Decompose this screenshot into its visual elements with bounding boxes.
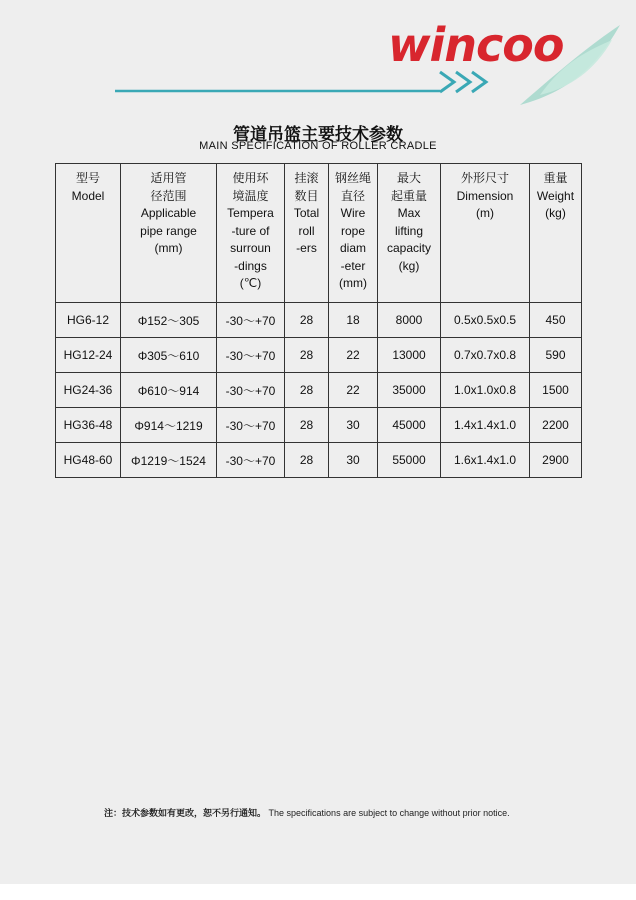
column-header-cn: 直径 — [340, 188, 365, 203]
spec-table — [55, 163, 582, 478]
column-header-en: -ture of — [231, 223, 270, 238]
brand-logo: wincoo — [388, 18, 564, 72]
column-header-en: capacity — [386, 241, 432, 255]
table-cell: 28 — [285, 373, 329, 408]
column-header — [56, 164, 121, 303]
column-header-cn: 起重量 — [390, 188, 427, 203]
column-header-en: Max — [397, 206, 421, 220]
column-header-en: surroun — [230, 241, 271, 255]
column-header — [329, 164, 378, 303]
column-header-en: (mm) — [339, 276, 367, 290]
table-row — [56, 443, 582, 478]
table-cell: Φ914～1219 — [121, 408, 217, 443]
table-cell: Φ305～610 — [121, 338, 217, 373]
table-cell: HG12-24 — [56, 338, 121, 373]
column-header-en: rope — [340, 223, 366, 238]
column-header-en: Total — [293, 206, 320, 220]
column-header-en: (kg) — [545, 206, 566, 220]
column-header — [441, 164, 530, 303]
column-header-cn: 径范围 — [150, 188, 187, 203]
column-header-en: Wire — [340, 206, 366, 220]
column-header-en: pipe range — [140, 223, 197, 238]
column-header-cn: 适用管 — [150, 171, 187, 185]
column-header-en: Dimension — [456, 188, 514, 203]
column-header-en: (kg) — [398, 258, 420, 273]
column-header — [121, 164, 217, 303]
column-header-en: Tempera — [227, 206, 274, 220]
table-cell: 45000 — [378, 408, 441, 443]
column-header-en: -dings — [234, 258, 267, 273]
column-header — [217, 164, 285, 303]
table-row — [56, 303, 582, 338]
table-cell: 28 — [285, 303, 329, 338]
table-cell: 1500 — [530, 373, 582, 408]
table-cell: 18 — [329, 303, 378, 338]
table-cell: 22 — [329, 338, 378, 373]
table-cell: HG24-36 — [56, 373, 121, 408]
table-cell: -30～+70 — [217, 338, 285, 373]
table-cell: 35000 — [378, 373, 441, 408]
page-title-cn: 管道吊篮主要技术参数 — [233, 125, 403, 145]
column-header-en: roll — [298, 223, 315, 238]
table-cell: 1.6x1.4x1.0 — [441, 443, 530, 478]
column-header-en: Weight — [536, 188, 575, 203]
column-header-en: Model — [71, 188, 105, 203]
table-cell: 2200 — [530, 408, 582, 443]
table-cell: 8000 — [378, 303, 441, 338]
column-header-en: (m) — [476, 206, 494, 220]
column-header — [530, 164, 582, 303]
table-cell: 30 — [329, 408, 378, 443]
table-cell: 30 — [329, 443, 378, 478]
column-header-en: diam — [339, 241, 366, 255]
column-header-en: -ers — [296, 241, 317, 255]
table-row — [56, 408, 582, 443]
table-cell: 0.7x0.7x0.8 — [441, 338, 530, 373]
table-cell: Φ152～305 — [121, 303, 217, 338]
table-cell: 28 — [285, 408, 329, 443]
footnote — [104, 806, 624, 819]
table-cell: 13000 — [378, 338, 441, 373]
table-body — [56, 303, 582, 478]
arrow-chevrons-icon — [440, 72, 486, 92]
table-cell: 2900 — [530, 443, 582, 478]
column-header-cn: 挂滚 — [294, 171, 319, 185]
column-header-en: (℃) — [239, 276, 262, 290]
table-cell: 450 — [530, 303, 582, 338]
table-header-row — [56, 164, 582, 303]
table-cell: 28 — [285, 443, 329, 478]
table-row — [56, 338, 582, 373]
column-header-cn: 型号 — [75, 171, 100, 185]
column-header — [285, 164, 329, 303]
column-header-cn: 境温度 — [232, 188, 269, 203]
table-cell: 55000 — [378, 443, 441, 478]
table-cell: HG48-60 — [56, 443, 121, 478]
footnote-cn: 注：技术参数如有更改，恕不另行通知。 — [104, 809, 267, 819]
column-header-cn: 外形尺寸 — [460, 171, 509, 185]
table-cell: Φ1219～1524 — [121, 443, 217, 478]
table-cell: -30～+70 — [217, 373, 285, 408]
table-row — [56, 373, 582, 408]
footnote-en: The specifications are subject to change without prior notice. — [268, 808, 510, 818]
table-cell: HG36-48 — [56, 408, 121, 443]
table-cell: Φ610～914 — [121, 373, 217, 408]
table-cell: 1.0x1.0x0.8 — [441, 373, 530, 408]
table-cell: 22 — [329, 373, 378, 408]
table-cell: -30～+70 — [217, 408, 285, 443]
table-cell: 28 — [285, 338, 329, 373]
column-header-cn: 钢丝绳 — [334, 171, 371, 185]
table-cell: HG6-12 — [56, 303, 121, 338]
column-header-en: -eter — [340, 258, 366, 273]
column-header-en: lifting — [394, 223, 423, 238]
table-cell: -30～+70 — [217, 443, 285, 478]
table-cell: -30～+70 — [217, 303, 285, 338]
column-header-cn: 使用环 — [232, 171, 269, 185]
table-cell: 1.4x1.4x1.0 — [441, 408, 530, 443]
column-header-en: (mm) — [154, 241, 183, 255]
column-header-cn: 重量 — [543, 171, 568, 185]
column-header-cn: 最大 — [396, 171, 421, 185]
column-header-cn: 数目 — [294, 188, 319, 203]
column-header — [378, 164, 441, 303]
column-header-en: Applicable — [140, 206, 197, 220]
page-title-en: MAIN SPECIFICATION OF ROLLER CRADLE — [199, 140, 437, 152]
table-cell: 590 — [530, 338, 582, 373]
table-cell: 0.5x0.5x0.5 — [441, 303, 530, 338]
